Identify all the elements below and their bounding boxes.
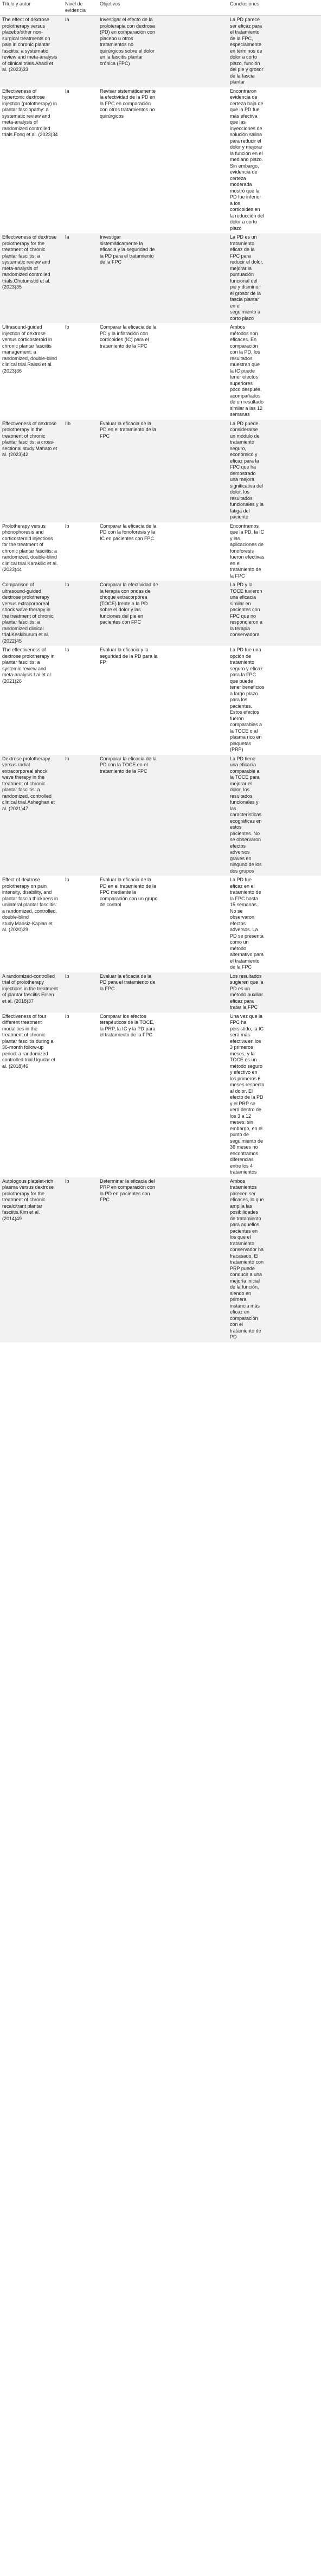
objective-text: Evaluar la eficacia de la PD en el tratamiento de la FPC mediante la comparación con un grupo de control: [100, 877, 158, 907]
cell-objective: [98, 323, 228, 420]
objective-text: Revisar sistemáticamente la efectividad de la PD en la FPC en comparación con otros tratamientos no quirúrgicos: [100, 88, 156, 119]
title-text: Dextrose prolotherapy versus radial extracorporeal shock wave therapy in the treatment of chronic plantar fasciitis: a randomized, controlled clinical trial.Asheghan et al. (2021)47: [2, 755, 55, 811]
conclusion-text: Los resultados sugieren que la PD es un método auxiliar eficaz para tratar la FPC: [230, 973, 264, 1010]
cell-evidence-level: Ib: [63, 876, 98, 972]
cell-conclusion: [228, 16, 321, 87]
table-row: [0, 87, 321, 234]
objective-text: Evaluar la eficacia y la seguridad de la PD para la FP: [100, 647, 158, 665]
cell-evidence-level: Ib: [63, 522, 98, 581]
conclusion-text: La PD tiene una eficacia comparable a la TOCE para mejorar el dolor, los resultados funcionales y las características ecográficas en estos pacientes. No se observaron efectos adversos graves en ninguno de los dos grupos: [230, 755, 262, 874]
title-text: Effectiveness of dextrose prolotherapy in the treatment of chronic plantar fasciitis: a cross-sectional study.Mahato et al. (2023)42: [2, 420, 57, 457]
title-text: A randomized-controlled trial of prolotherapy injections in the treatment of plantar fasciitis.Ersen et al. (2018)37: [2, 973, 58, 1004]
cell-conclusion: [228, 876, 321, 972]
cell-objective: [98, 420, 228, 522]
cell-conclusion: [228, 581, 321, 646]
cell-evidence-level: Ia: [63, 16, 98, 87]
cell-conclusion: [228, 323, 321, 420]
title-text: Comparison of ultrasound-guided dextrose prolotherapy versus extracorporeal shock wave therapy in the treatment of chronic plantar fasciitis: a randomized clinical trial.Keskiburum et al. (2022)45: [2, 582, 54, 644]
objective-text: Determinar la eficacia del PRP en comparación con la PD en pacientes con FPC: [100, 1178, 155, 1202]
table-row: [0, 522, 321, 581]
cell-title-author: [0, 420, 63, 522]
cell-evidence-level: Ib: [63, 323, 98, 420]
objective-text: Comparar la eficacia de la PD con la fonoforesis y la IC en pacientes con FPC: [100, 523, 157, 541]
title-text: Autologous platelet-rich plasma versus dextrose prolotherapy for the treatment of chronic recalcitrant plantar fasciitis.Kim et al. (2014)49: [2, 1178, 54, 1221]
conclusion-text: La PD es un tratamiento eficaz de la FPC para reducir el dolor, mejorar la puntuación funcional del pie y disminuir el grosor de la fascia plantar en el seguimiento a corto plazo: [230, 234, 264, 321]
conclusion-text: La PD y la TOCE tuvieron una eficacia similar en pacientes con FPC que no respondieron a la terapia conservadora: [230, 582, 263, 637]
cell-conclusion: [228, 420, 321, 522]
cell-evidence-level: IIb: [63, 420, 98, 522]
conclusion-text: Ambos métodos son eficaces. En comparación con la PD, los resultados muestran que la IC puede tener efectos superiores poco después, acompañados de un resultado similar a las 12 semanas: [230, 324, 264, 417]
cell-title-author: [0, 972, 63, 1013]
objective-text: Investigar sistemáticamente la eficacia y la seguridad de la PD para el tratamiento de la FPC: [100, 234, 155, 265]
conclusion-text: La PD puede considerarse un módulo de tratamiento seguro, económico y eficaz para la FPC que ha demostrado una mejora significativa del dolor, los resultados funcionales y la fatiga del paciente: [230, 420, 264, 520]
cell-title-author: [0, 646, 63, 755]
cell-objective: [98, 876, 228, 972]
table-row: [0, 972, 321, 1013]
cell-title-author: [0, 1013, 63, 1177]
cell-objective: [98, 646, 228, 755]
cell-objective: [98, 16, 228, 87]
table-row: [0, 581, 321, 646]
cell-evidence-level: Ia: [63, 87, 98, 234]
conclusion-text: Encontraron evidencia de certeza baja de que la PD fue más efectiva que las inyecciones de solución salina para reducir el dolor y mejorar la función en el mediano plazo. Sin embargo, evidencia de certeza moderada mostró que la PD fue inferior a los corticoides en la reducción del dolor a corto plazo: [230, 88, 265, 231]
conclusion-text: La PD fue una opción de tratamiento seguro y eficaz para la FPC que puede tener beneficios a largo plazo para los pacientes. Estos efectos fueron comparables a la TOCE o al plasma rico en plaquetas (PRP): [230, 647, 265, 752]
objective-text: Evaluar la eficacia de la PD en el tratamiento de la FPC: [100, 420, 157, 439]
cell-evidence-level: Ib: [63, 972, 98, 1013]
objective-text: Comparar los efectos terapéuticos de la TOCE, la PRP, la IC y la PD para el tratamiento de la FPC: [100, 1013, 156, 1037]
cell-title-author: [0, 876, 63, 972]
title-text: Ultrasound-guided injection of dextrose versus corticosteroid in chronic plantar fasciitis management: a randomized, double-blind clinical trial.Raissi et al. (2023)36: [2, 324, 57, 374]
cell-title-author: [0, 581, 63, 646]
objective-text: Investigar el efecto de la proloterapia con dextrosa (PD) en comparación con placebo u otros tratamientos no quirúrgicos sobre el dolor en la fascitis plantar crónica (FPC): [100, 17, 156, 66]
cell-title-author: [0, 87, 63, 234]
header-row: [0, 0, 321, 16]
cell-objective: [98, 87, 228, 234]
cell-conclusion: [228, 87, 321, 234]
objective-text: Comparar la eficacia de la PD con la TOCE en el tratamiento de la FPC: [100, 755, 157, 774]
objective-text: Evaluar la eficacia de la PD para el tratamiento de la FPC: [100, 973, 156, 991]
cell-objective: [98, 972, 228, 1013]
table-body: [0, 16, 321, 1342]
title-text: The effect of dextrose prolotherapy versus placebo/other non-surgical treatments on pain in chronic plantar fasciitis: a systematic review and meta-analysis of clinical trials.Ahadi et al. (2023)33: [2, 17, 57, 72]
title-text: Effectiveness of hypertonic dextrose injection (prolotherapy) in plantar fasciopathy: a systematic review and meta-analysis of randomized controlled trials.Fong et al. (2023)34: [2, 88, 58, 137]
cell-objective: [98, 233, 228, 323]
cell-conclusion: [228, 1013, 321, 1177]
cell-conclusion: [228, 972, 321, 1013]
cell-title-author: [0, 1177, 63, 1342]
cell-evidence-level: Ib: [63, 581, 98, 646]
cell-title-author: [0, 16, 63, 87]
objective-text: Comparar la eficacia de la PD y la infiltración con corticoides (IC) para el tratamiento de la FPC: [100, 324, 157, 349]
cell-conclusion: [228, 522, 321, 581]
cell-title-author: [0, 522, 63, 581]
cell-evidence-level: Ib: [63, 755, 98, 876]
title-text: Effectiveness of dextrose prolotherapy for the treatment of chronic plantar fasciitis: a systematic review and meta-analysis of randomized controlled trials.Chutumstid et al. (2023)35: [2, 234, 57, 290]
conclusion-text: La PD fue eficaz en el tratamiento de la FPC hasta 15 semanas. No se observaron efectos adversos. La PD se presenta como un método alternativo para el tratamiento de la FPC: [230, 877, 264, 970]
cell-conclusion: [228, 755, 321, 876]
table-header: [0, 0, 321, 16]
table-row: [0, 420, 321, 522]
header-conclusions: Conclusiones: [228, 0, 321, 16]
table-row: [0, 1177, 321, 1342]
cell-objective: [98, 1013, 228, 1177]
title-text: Effect of dextrose prolotherapy on pain intensity, disability, and plantar fascia thickness in unilateral plantar fasciitis: a randomized, controlled, double-blind study.Mansiz-Kaplan et al. (2020)29: [2, 877, 59, 932]
cell-conclusion: [228, 233, 321, 323]
cell-objective: [98, 755, 228, 876]
table-row: [0, 1013, 321, 1177]
cell-conclusion: [228, 1177, 321, 1342]
conclusion-text: La PD parece ser eficaz para el tratamiento de la FPC, especialmente en términos de dolor a corto plazo, función del pie y grosor de la fascia plantar: [230, 17, 264, 85]
cell-objective: [98, 581, 228, 646]
cell-objective: [98, 522, 228, 581]
header-title-author: Título y autor: [0, 0, 63, 16]
conclusion-text: Una vez que la FPC ha persistido, la IC será más efectiva en los 3 primeros meses, y la TOCE es un método seguro y efectivo en los primeros 6 meses respecto al dolor. El efecto de la PD y el PRP se verá dentro de los 3 a 12 meses; sin embargo, en el punto de seguimiento de 36 meses no encontramos diferencias entre los 4 tratamientos: [230, 1013, 265, 1175]
table-row: [0, 876, 321, 972]
header-objectives: Objetivos: [98, 0, 228, 16]
title-text: The effectiveness of dextrose prolotherapy in plantar fasciitis: a systemic review and meta-analysis.Lai et al. (2021)26: [2, 647, 55, 684]
cell-evidence-level: Ib: [63, 1177, 98, 1342]
cell-title-author: [0, 323, 63, 420]
table-row: [0, 646, 321, 755]
table-row: [0, 755, 321, 876]
cell-evidence-level: Ib: [63, 1013, 98, 1177]
header-evidence-level: Nivel de evidencia: [63, 0, 98, 16]
title-text: Effectiveness of four different treatment modalities in the treatment of chronic plantar fasciitis during a 36-month follow-up period: a randomized controlled trial.Ugurlar et al. (2018)46: [2, 1013, 56, 1069]
cell-title-author: [0, 233, 63, 323]
objective-text: Comparar la efectividad de la terapia con ondas de choque extracorpórea (TOCE) frente a la PD sobre el dolor y las funciones del pie en pacientes con FPC: [100, 582, 158, 625]
conclusion-text: Encontramos que la PD, la IC y las aplicaciones de fonoforesis fueron efectivas en el tratamiento de la FPC: [230, 523, 265, 579]
conclusion-text: Ambos tratamientos parecen ser eficaces, lo que amplía las posibilidades de tratamiento para aquellos pacientes en los que el tratamiento conservador ha fracasado. El tratamiento con PRP puede conducir a una mejoría inicial de la función, siendo en primera instancia más eficaz en comparación con el tratamiento de PD: [230, 1178, 264, 1340]
cell-conclusion: [228, 646, 321, 755]
table-row: [0, 323, 321, 420]
cell-title-author: [0, 755, 63, 876]
cell-objective: [98, 1177, 228, 1342]
title-text: Prolotherapy versus phonophoresis and corticosteroid injections for the treatment of chronic plantar fasciitis: a randomized, double-blind clinical trial.Karakilic et al. (2023)44: [2, 523, 58, 572]
table-row: [0, 16, 321, 87]
cell-evidence-level: Ia: [63, 233, 98, 323]
cell-evidence-level: Ia: [63, 646, 98, 755]
table-row: [0, 233, 321, 323]
